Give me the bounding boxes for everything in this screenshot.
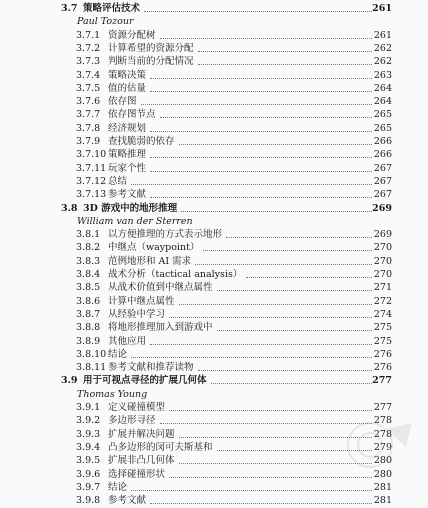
- toc-page-number: 266: [373, 136, 392, 147]
- toc-title: 扩展非凸几何体: [108, 455, 175, 467]
- toc-title: 判断当前的分配情况: [108, 56, 194, 68]
- toc-title: 依存图: [108, 96, 137, 108]
- toc-number: 3.9.4: [76, 441, 101, 453]
- toc-page-number: 276: [373, 362, 392, 374]
- watermark-logo-icon: [340, 417, 418, 477]
- toc-page-number: 280: [373, 468, 392, 480]
- toc-number: 3.8.3: [76, 255, 101, 267]
- toc-number: 3.7.6: [76, 96, 101, 108]
- toc-page-number: 277: [373, 402, 392, 413]
- toc-number: 3.8.7: [76, 308, 101, 320]
- toc-title: 玩家个性: [108, 162, 147, 174]
- toc-number: 3.8.11: [76, 362, 107, 374]
- toc-title: 结论: [108, 481, 128, 493]
- dot-leader: [150, 493, 372, 508]
- toc-page-number: 279: [373, 441, 392, 453]
- toc-title: 用于可视点寻径的扩展几何体: [83, 375, 207, 387]
- toc-page-number: 265: [373, 109, 392, 121]
- toc-number: 3.7.13: [76, 189, 107, 201]
- toc-page-number: 281: [373, 481, 392, 493]
- toc-number: 3.7: [61, 3, 78, 14]
- toc-title: 扩展并解决问题: [108, 428, 175, 440]
- toc-number: 3.7.5: [76, 82, 101, 94]
- toc-author: William van der Sterren: [77, 215, 193, 227]
- toc-number: 3.8.8: [76, 322, 101, 334]
- toc-title: 参考文献: [108, 189, 147, 201]
- toc-author: Thomas Young: [77, 388, 148, 400]
- toc-page-number: 266: [373, 149, 392, 161]
- toc-number: 3.7.9: [76, 136, 101, 147]
- toc-page-number: 267: [373, 189, 392, 201]
- toc-title: 定义碰撞模型: [108, 402, 166, 413]
- toc-title: 策略评估技术: [83, 3, 141, 14]
- toc-page-number: 267: [373, 175, 392, 187]
- toc-number: 3.8.1: [76, 229, 101, 241]
- toc-page-number: 267: [373, 162, 392, 174]
- toc-page-number: 278: [373, 428, 392, 440]
- toc-title: 资源分配树: [108, 29, 156, 41]
- toc-page-number: 269: [372, 202, 392, 214]
- toc-title: 战术分析（tactical analysis）: [108, 269, 243, 280]
- toc-number: 3.9.5: [76, 455, 101, 467]
- toc-number: 3.7.11: [76, 162, 107, 174]
- toc-title: 3D 游戏中的地形推理: [83, 202, 178, 214]
- toc-number: 3.9.7: [76, 481, 101, 493]
- toc-page-number: 262: [373, 42, 392, 54]
- toc-number: 3.8.2: [76, 242, 101, 254]
- toc-page-number: 271: [373, 282, 392, 294]
- toc-number: 3.7.1: [76, 29, 101, 41]
- toc-number: 3.8.5: [76, 282, 101, 294]
- toc-number: 3.7.10: [76, 149, 107, 161]
- toc-title: 其他应用: [108, 335, 147, 347]
- toc-title: 从经验中学习: [108, 308, 166, 320]
- toc-title: 将地形推理加入到游戏中: [108, 322, 213, 334]
- toc-page-number: 264: [373, 96, 392, 108]
- toc-number: 3.9.3: [76, 428, 101, 440]
- toc-number: 3.9.8: [76, 495, 101, 507]
- toc-page-number: 275: [373, 322, 392, 334]
- toc-number: 3.9.6: [76, 468, 101, 480]
- toc-title: 查找脆弱的依存: [108, 136, 175, 147]
- toc-number: 3.7.7: [76, 109, 101, 121]
- toc-number: 3.7.12: [76, 175, 107, 187]
- toc-title: 策略推理: [108, 149, 147, 161]
- toc-title: 参考文献和推荐读物: [108, 362, 194, 374]
- toc-page-number: 274: [373, 308, 392, 320]
- toc-entry-row: [0, 493, 428, 508]
- toc-page-number: 272: [373, 295, 392, 307]
- toc-title: 计算希望的资源分配: [108, 42, 194, 54]
- toc-number: 3.7.3: [76, 56, 101, 68]
- toc-author: Paul Tozour: [77, 16, 134, 28]
- toc-title: 总结: [108, 175, 128, 187]
- toc-title: 多边形寻径: [108, 415, 156, 427]
- toc-title: 参考文献: [108, 495, 147, 507]
- toc-page-number: 275: [373, 335, 392, 347]
- toc-title: 依存图节点: [108, 109, 156, 121]
- toc-title: 策略决策: [108, 69, 147, 81]
- toc-page-number: 276: [373, 348, 392, 360]
- toc-page-number: 263: [373, 69, 392, 81]
- toc-title: 从战术价值到中继点属性: [108, 282, 213, 294]
- toc-number: 3.9.2: [76, 415, 101, 427]
- toc-title: 中继点（waypoint）: [108, 242, 200, 254]
- toc-title: 选择碰撞形状: [108, 468, 166, 480]
- toc-number: 3.9: [61, 375, 78, 387]
- toc-page-number: 278: [373, 415, 392, 427]
- toc-title: 值的估量: [108, 82, 147, 94]
- toc-page-number: 280: [373, 455, 392, 467]
- toc-title: 计算中继点属性: [108, 295, 175, 307]
- toc-page-number: 269: [373, 229, 392, 241]
- toc-page-number: 265: [373, 122, 392, 134]
- toc-title: 以方便推理的方式表示地形: [108, 229, 223, 241]
- toc-number: 3.8.4: [76, 269, 101, 280]
- toc-number: 3.7.8: [76, 122, 101, 134]
- toc-page-number: 262: [373, 56, 392, 68]
- toc-number: 3.8.6: [76, 295, 101, 307]
- toc-page-number: 281: [373, 495, 392, 507]
- toc-number: 3.8.10: [76, 348, 107, 360]
- toc-title: 结论: [108, 348, 128, 360]
- toc-page-number: 277: [372, 375, 392, 387]
- toc-page-number: 270: [373, 269, 392, 280]
- toc-number: 3.7.4: [76, 69, 101, 81]
- toc-number: 3.8: [61, 202, 78, 214]
- toc-title: 凸多边形的闵可夫斯基和: [108, 441, 213, 453]
- toc-page-number: 264: [373, 82, 392, 94]
- toc-page-number: 261: [373, 29, 392, 41]
- toc-page-number: 270: [373, 255, 392, 267]
- toc-page-number: 270: [373, 242, 392, 254]
- toc-number: 3.7.2: [76, 42, 101, 54]
- toc-number: 3.8.9: [76, 335, 101, 347]
- toc-title: 经济规划: [108, 122, 147, 134]
- toc-number: 3.9.1: [76, 402, 101, 413]
- toc-title: 范例地形和 AI 需求: [108, 255, 192, 267]
- toc-page-number: 261: [372, 3, 392, 14]
